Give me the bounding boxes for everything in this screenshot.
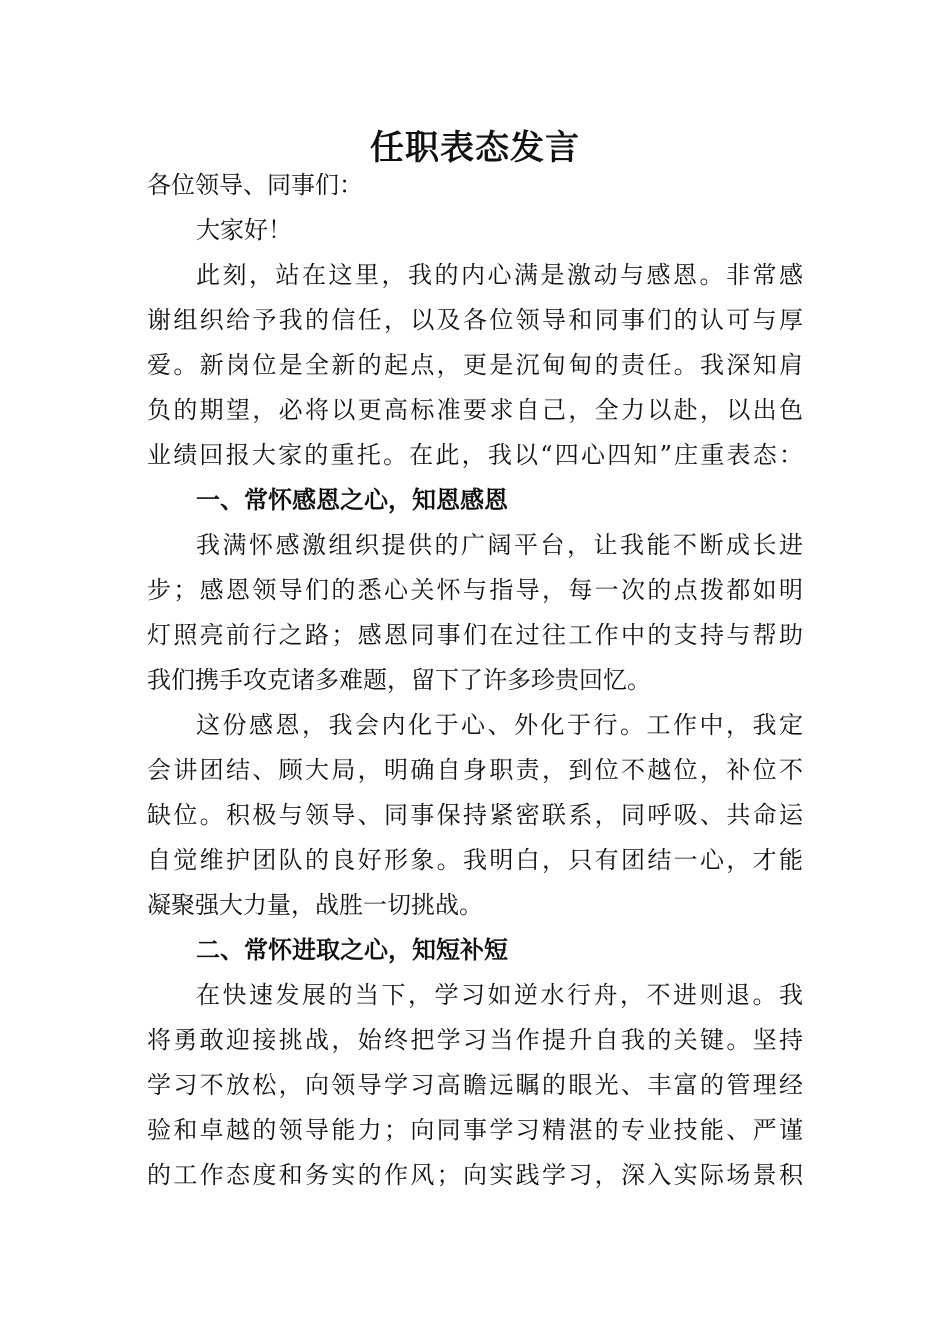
paragraph-line: 业绩回报大家的重托。在此，我以“四心四知”庄重表态： (147, 441, 803, 469)
paragraph-line: 缺位。积极与领导、同事保持紧密联系，同呼吸、共命运 (147, 801, 803, 829)
greeting: 大家好！ (196, 216, 292, 244)
paragraph-line: 将勇敢迎接挑战，始终把学习当作提升自我的关键。坚持 (147, 1026, 803, 1054)
paragraph-line: 学习不放松，向领导学习高瞻远瞩的眼光、丰富的管理经 (147, 1071, 803, 1099)
paragraph-line: 这份感恩，我会内化于心、外化于行。工作中，我定 (196, 711, 803, 739)
paragraph-line: 灯照亮前行之路；感恩同事们在过往工作中的支持与帮助 (147, 621, 803, 649)
paragraph (147, 703, 803, 928)
paragraph-line: 我满怀感激组织提供的广阔平台，让我能不断成长进 (196, 531, 803, 559)
section-heading: 二、常怀进取之心，知短补短 (196, 936, 508, 964)
paragraph-line: 凝聚强大力量，战胜一切挑战。 (147, 891, 483, 919)
document-body (147, 163, 803, 1198)
document-title: 任职表态发言 (370, 128, 580, 168)
paragraph-line: 负的期望，必将以更高标准要求自己，全力以赴，以出色 (147, 396, 803, 424)
paragraph-line: 我们携手攻克诸多难题，留下了许多珍贵回忆。 (147, 666, 651, 694)
paragraph-line: 步；感恩领导们的悉心关怀与指导，每一次的点拨都如明 (147, 576, 803, 604)
section-heading: 一、常怀感恩之心，知恩感恩 (196, 486, 508, 514)
salutation: 各位领导、同事们： (147, 171, 363, 199)
paragraph-line: 谢组织给予我的信任，以及各位领导和同事们的认可与厚 (147, 306, 803, 334)
paragraph-line: 自觉维护团队的良好形象。我明白，只有团结一心，才能 (147, 846, 803, 874)
paragraph (147, 253, 803, 478)
paragraph-line: 的工作态度和务实的作风；向实践学习，深入实际场景积 (147, 1161, 803, 1189)
paragraph-line: 此刻，站在这里，我的内心满是激动与感恩。非常感 (196, 261, 803, 289)
paragraph-line: 在快速发展的当下，学习如逆水行舟，不进则退。我 (196, 981, 803, 1009)
paragraph-line: 会讲团结、顾大局，明确自身职责，到位不越位，补位不 (147, 756, 803, 784)
paragraph (147, 523, 803, 703)
paragraph-line: 爱。新岗位是全新的起点，更是沉甸甸的责任。我深知肩 (147, 351, 803, 379)
paragraph-line: 验和卓越的领导能力；向同事学习精湛的专业技能、严谨 (147, 1116, 803, 1144)
paragraph (147, 973, 803, 1198)
